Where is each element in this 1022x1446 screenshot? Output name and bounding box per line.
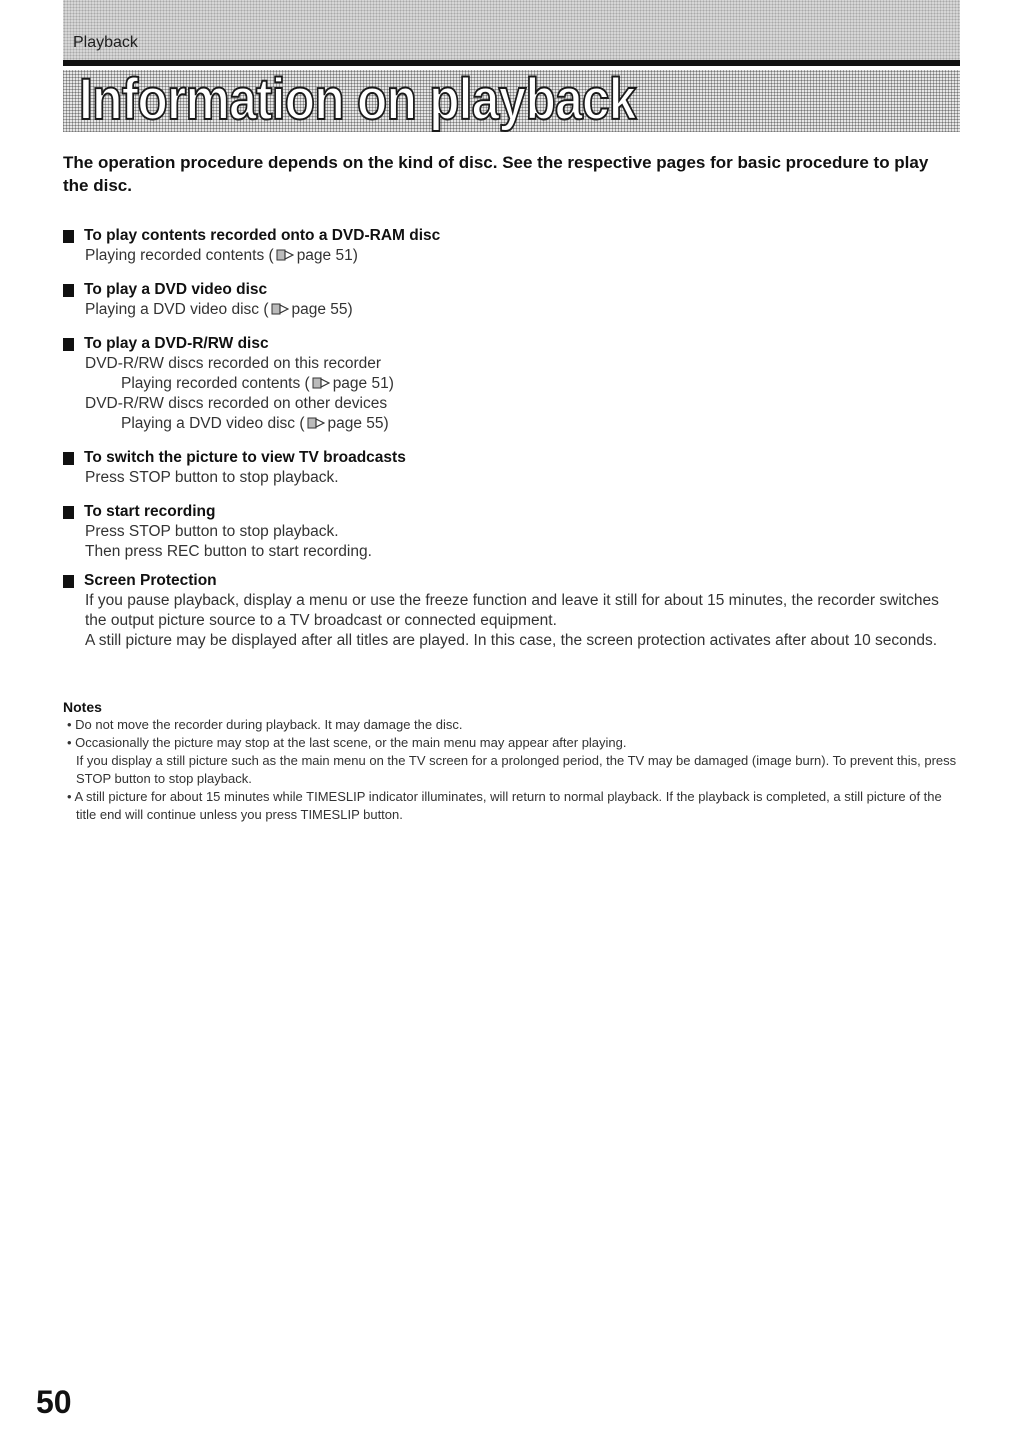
- section-heading: [63, 571, 958, 591]
- section-heading-text: To play a DVD-R/RW disc: [84, 335, 269, 352]
- section-heading-text: Screen Protection: [84, 572, 217, 589]
- page-reference-icon: [271, 302, 289, 316]
- page-ref[interactable]: page 55): [327, 415, 389, 432]
- section-heading-text: To play contents recorded onto a DVD-RAM disc: [84, 227, 441, 244]
- section-header-band: [63, 0, 960, 60]
- square-bullet-icon: [63, 338, 74, 351]
- square-bullet-icon: [63, 506, 74, 519]
- reference-line: [63, 300, 958, 320]
- body-line: Press STOP button to stop playback.: [85, 469, 339, 486]
- reference-text: Playing recorded contents (: [121, 375, 310, 392]
- section-screen-protection: [63, 571, 958, 651]
- page-reference-icon: [276, 248, 294, 262]
- body-paragraph: A still picture may be displayed after all titles are played. In this case, the screen protection activates after about 10 seconds.: [85, 632, 938, 649]
- page-number: 50: [36, 1384, 72, 1420]
- section-heading: [63, 334, 958, 354]
- body-paragraph: If you pause playback, display a menu or use the freeze function and leave it still for about 15 minutes, the recorder switches the output picture source to a TV broadcast or connected equipment.: [85, 592, 939, 629]
- reference-line: [63, 414, 958, 434]
- section-dvd-ram: [63, 226, 958, 266]
- section-heading: [63, 502, 958, 522]
- reference-text: Playing a DVD video disc (: [121, 415, 305, 432]
- section-heading: [63, 280, 958, 300]
- note-item: • A still picture for about 15 minutes while TIMESLIP indicator illuminates, will return to normal playback. If the playback is completed, a still picture of the title end will continue unless you press TIMESLIP button.: [67, 789, 942, 822]
- square-bullet-icon: [63, 230, 74, 243]
- section-dvd-r-rw: [63, 334, 958, 434]
- page-ref[interactable]: page 55): [291, 301, 353, 318]
- page-reference-icon: [312, 376, 330, 390]
- sub-label: DVD-R/RW discs recorded on other devices: [85, 395, 388, 412]
- reference-text: Playing a DVD video disc (: [85, 301, 269, 318]
- header-rule: [63, 60, 960, 66]
- square-bullet-icon: [63, 284, 74, 297]
- sub-label: DVD-R/RW discs recorded on this recorder: [85, 355, 382, 372]
- note-item-continuation: If you display a still picture such as the main menu on the TV screen for a prolonged period, the TV may be damaged (image burn). To prevent this, press STOP button to stop playback.: [76, 753, 957, 786]
- section-heading-text: To switch the picture to view TV broadcasts: [84, 449, 406, 466]
- section-view-tv: [63, 448, 958, 488]
- body-line: Then press REC button to start recording.: [85, 543, 372, 560]
- reference-line: [63, 374, 958, 394]
- page-ref[interactable]: page 51): [332, 375, 394, 392]
- square-bullet-icon: [63, 452, 74, 465]
- notes-block: [63, 698, 958, 824]
- section-start-recording: [63, 502, 958, 562]
- section-heading-text: To start recording: [84, 503, 216, 520]
- page-reference-icon: [307, 416, 325, 430]
- body-line: Press STOP button to stop playback.: [85, 523, 339, 540]
- reference-text: Playing recorded contents (: [85, 247, 274, 264]
- title-banner: [63, 70, 960, 132]
- page-ref[interactable]: page 51): [296, 247, 358, 264]
- reference-line: [63, 246, 958, 266]
- section-dvd-video: [63, 280, 958, 320]
- note-item: • Occasionally the picture may stop at the last scene, or the main menu may appear after playing.: [67, 735, 627, 750]
- section-label: Playback: [73, 34, 138, 51]
- page-title: Information on playback: [79, 70, 636, 132]
- square-bullet-icon: [63, 575, 74, 588]
- note-item: • Do not move the recorder during playback. It may damage the disc.: [67, 717, 463, 732]
- section-heading: [63, 226, 958, 246]
- intro-text: The operation procedure depends on the kind of disc. See the respective pages for basic procedure to play the disc.: [63, 153, 929, 195]
- section-heading: [63, 448, 958, 468]
- section-heading-text: To play a DVD video disc: [84, 281, 268, 298]
- notes-title: Notes: [63, 699, 102, 715]
